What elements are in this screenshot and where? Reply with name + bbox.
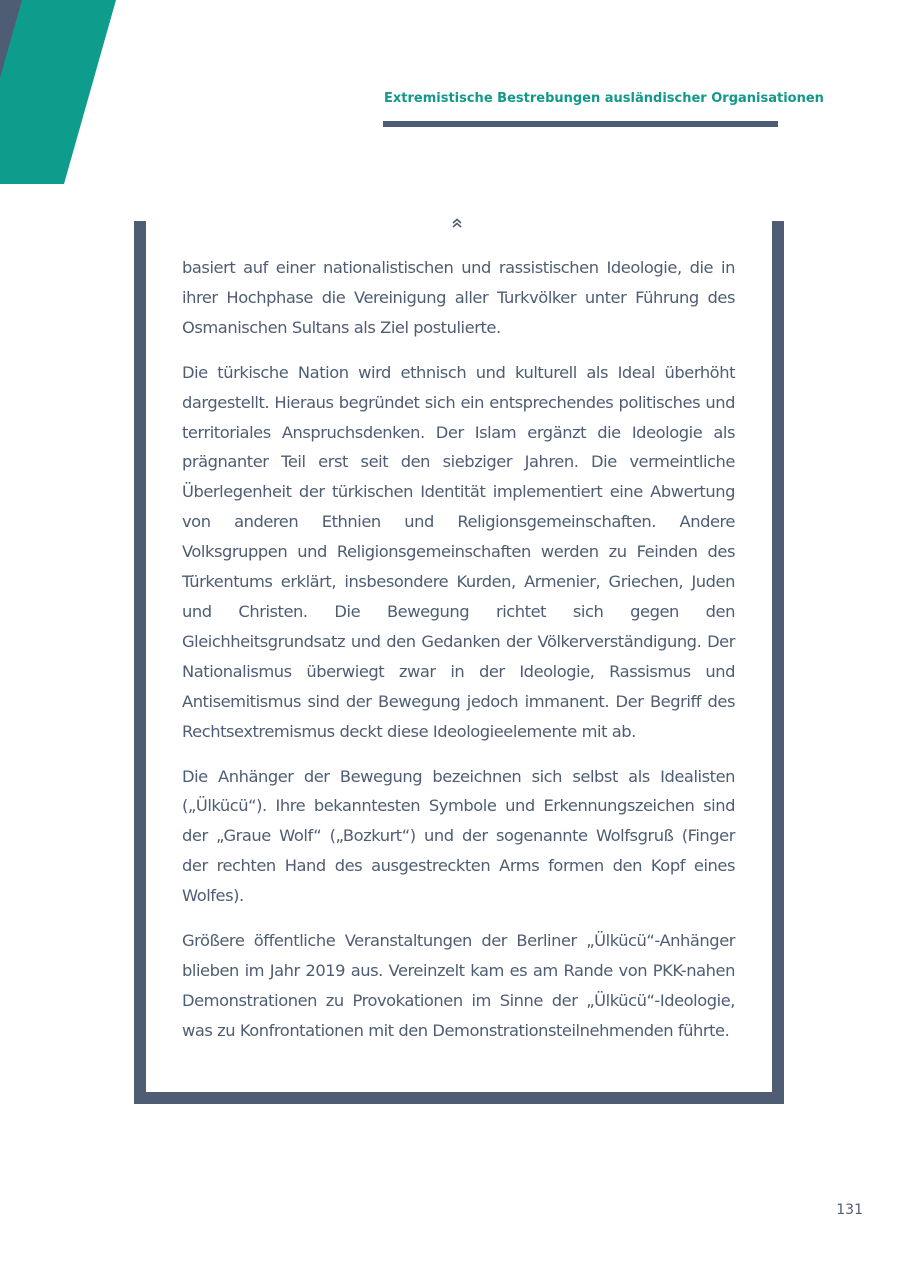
paragraph-2: Die türkische Nation wird ethnisch und kulturell als Ideal überhöht dargestellt. Hieraus begründet sich ein entsprechendes politisches und territoriales Anspruchsdenken. Der Islam ergänzt die Ideologie als prägnanter Teil erst seit den siebziger Jahren. Die vermeintliche Überlegenheit der türkischen Identität implementiert eine Abwertung von anderen Ethnien und Religionsgemeinschaften. Andere Volksgruppen und Religionsgemeinschaften werden zu Feinden des Türkentums erklärt, insbesondere Kurden, Armenier, Griechen, Juden und Christen. Die Bewegung richtet sich gegen den Gleichheitsgrundsatz und den Gedanken der Völkerverständigung. Der Nationalismus überwiegt zwar in der Ideologie, Rassismus und Antisemitismus sind der Bewegung jedoch immanent. Der Begriff des Rechtsextremismus deckt diese Ideologieelemente mit ab. (182, 362, 735, 741)
corner-graphic (0, 0, 120, 186)
double-chevron-up-icon (448, 216, 466, 234)
paragraph-4: Größere öffentliche Veranstaltungen der Berliner „Ülkücü“-Anhänger blieben im Jahr 2019 aus. Vereinzelt kam es am Rande von PKK-nahen Demonstrationen zu Provokationen im Sinne der „Ülkücü“-Ideologie, was zu Konfrontationen mit den Demonstrationsteilnehmenden führte. (182, 931, 735, 1040)
text-box (134, 221, 784, 1104)
paragraph-3: Die Anhänger der Bewegung bezeichnen sich selbst als Idealisten („Ülkücü“). Ihre bekanntesten Symbole und Erkennungszeichen sind der „Graue Wolf“ („Bozkurt“) und der sogenannte Wolfsgruß (Finger der rechten Hand des ausgestreckten Arms formen den Kopf eines Wolfes). (182, 766, 735, 906)
body-text (182, 253, 735, 1061)
running-header-title: Extremistische Bestrebungen ausländischer Organisationen (384, 91, 824, 106)
double-chevron-up-icon-svg (451, 217, 463, 229)
page-number: 131 (836, 1202, 863, 1218)
header-rule (383, 121, 778, 127)
corner-teal-shape (0, 0, 116, 184)
paragraph-1: basiert auf einer nationalistischen und rassistischen Ideologie, die in ihrer Hochphase die Vereinigung aller Turkvölker unter Führung des Osmanischen Sultans als Ziel postulierte. (182, 258, 735, 337)
